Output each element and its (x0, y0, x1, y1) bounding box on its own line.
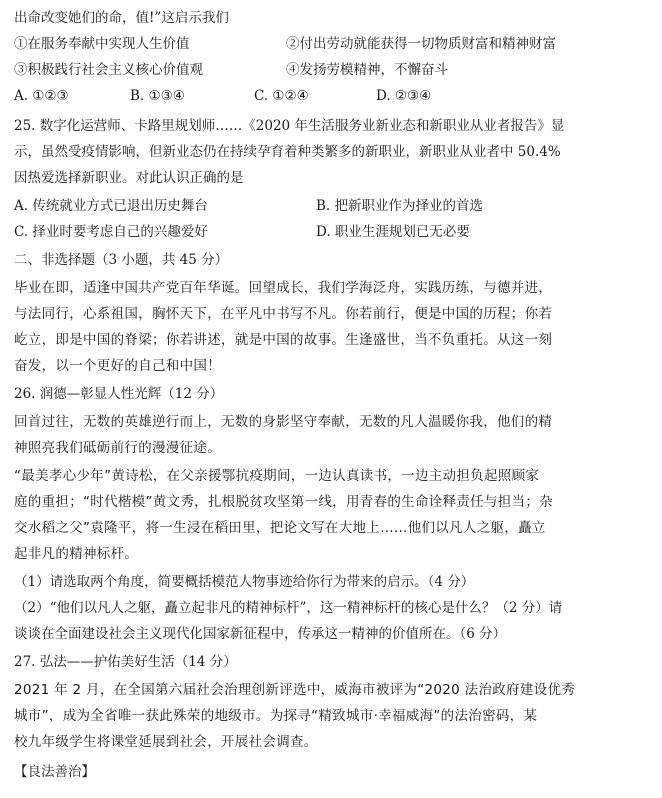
q24-choice-b: B. ①③④ (130, 88, 185, 104)
q25-stem-line: 25. 数字化运营师、卡路里规划师……《2020 年生活服务业新业态和新职业从业者报告》显 (14, 118, 565, 134)
intro-line: 屹立，即是中国的脊梁；你若讲述，就是中国的故事。生逢盛世，当不负重托。从这一刻 (14, 332, 553, 348)
q27-para-line: 校九年级学生将课堂延展到社会，开展社会调查。 (14, 734, 318, 750)
q27-title: 27. 弘法——护佑美好生活（14 分） (14, 654, 237, 670)
q24-option-1: ①在服务奉献中实现人生价值 (14, 36, 190, 52)
section-title: 二、非选择题（3 小题，共 45 分） (14, 252, 229, 268)
q25-choice-c: C. 择业时要考虑自己的兴趣爱好 (14, 224, 208, 240)
q25-stem-line: 因热爱选择新职业。对此认识正确的是 (14, 170, 244, 186)
q24-stem-end: 出命改变她们的命，值!”这启示我们 (14, 10, 229, 26)
intro-line: 与法同行，心系祖国，胸怀天下，在平凡中书写不凡。你若前行，便是中国的历程；你若 (14, 306, 553, 322)
q26-para1-line: 回首过往，无数的英雄逆行而上，无数的身影坚守奉献，无数的凡人温暖你我，他们的精 (14, 414, 553, 430)
q24-choice-c: C. ①②④ (254, 88, 309, 104)
q25-choice-b: B. 把新职业作为择业的首选 (316, 198, 484, 214)
q27-para-line: 2021 年 2 月，在全国第六届社会治理创新评选中，威海市被评为“2020 法治政府建设优秀 (14, 682, 576, 698)
q26-sub2-line: （2）“他们以凡人之躯，矗立起非凡的精神标杆”，这一精神标杆的核心是什么？（2 分）请 (14, 600, 563, 616)
q24-choice-d: D. ②③④ (376, 88, 432, 104)
intro-line: 奋发，以一个更好的自己和中国！ (14, 358, 221, 374)
q26-sub1: （1）请选取两个角度，简要概括模范人物事迹给你行为带来的启示。（4 分） (14, 574, 475, 590)
q26-para2-line: 庭的重担；“时代楷模”黄文秀，扎根脱贫攻坚第一线，用青春的生命诠释责任与担当；杂 (14, 494, 553, 510)
q26-sub2-line: 谈谈在全面建设社会主义现代化国家新征程中，传承这一精神的价值所在。（6 分） (14, 626, 507, 642)
q27-subhead: 【良法善治】 (14, 764, 95, 780)
q26-para2-line: 起非凡的精神标杆。 (14, 546, 139, 562)
q24-option-4: ④发扬劳模精神，不懈奋斗 (286, 62, 448, 78)
q25-stem-line: 示，虽然受疫情影响，但新业态仍在持续孕育着种类繁多的新职业，新职业从业者中 50.4% (14, 144, 561, 160)
q25-choice-d: D. 职业生涯规划已无必要 (316, 224, 470, 240)
intro-line: 毕业在即，适逢中国共产党百年华诞。回望成长，我们学海泛舟，实践历练，与德并进， (14, 280, 553, 296)
q26-para2-line: 交水稻之父”袁隆平，将一生浸在稻田里，把论文写在大地上……他们以凡人之躯，矗立 (14, 520, 546, 536)
q24-option-2: ②付出劳动就能获得一切物质财富和精神财富 (286, 36, 556, 52)
q26-title: 26. 润德—彰显人性光辉（12 分） (14, 386, 224, 402)
q27-para-line: 城市”，成为全省唯一获此殊荣的地级市。为探寻“精致城市·幸福威海”的法治密码，某 (14, 708, 538, 724)
q26-para1-line: 神照亮我们砥砺前行的漫漫征途。 (14, 440, 221, 456)
q26-para2-line: “最美孝心少年”黄诗松，在父亲援鄂抗疫期间，一边认真读书，一边主动担负起照顾家 (14, 468, 540, 484)
q24-choice-a: A. ①②③ (14, 88, 69, 104)
q25-choice-a: A. 传统就业方式已退出历史舞台 (14, 198, 208, 214)
q24-option-3: ③积极践行社会主义核心价值观 (14, 62, 203, 78)
